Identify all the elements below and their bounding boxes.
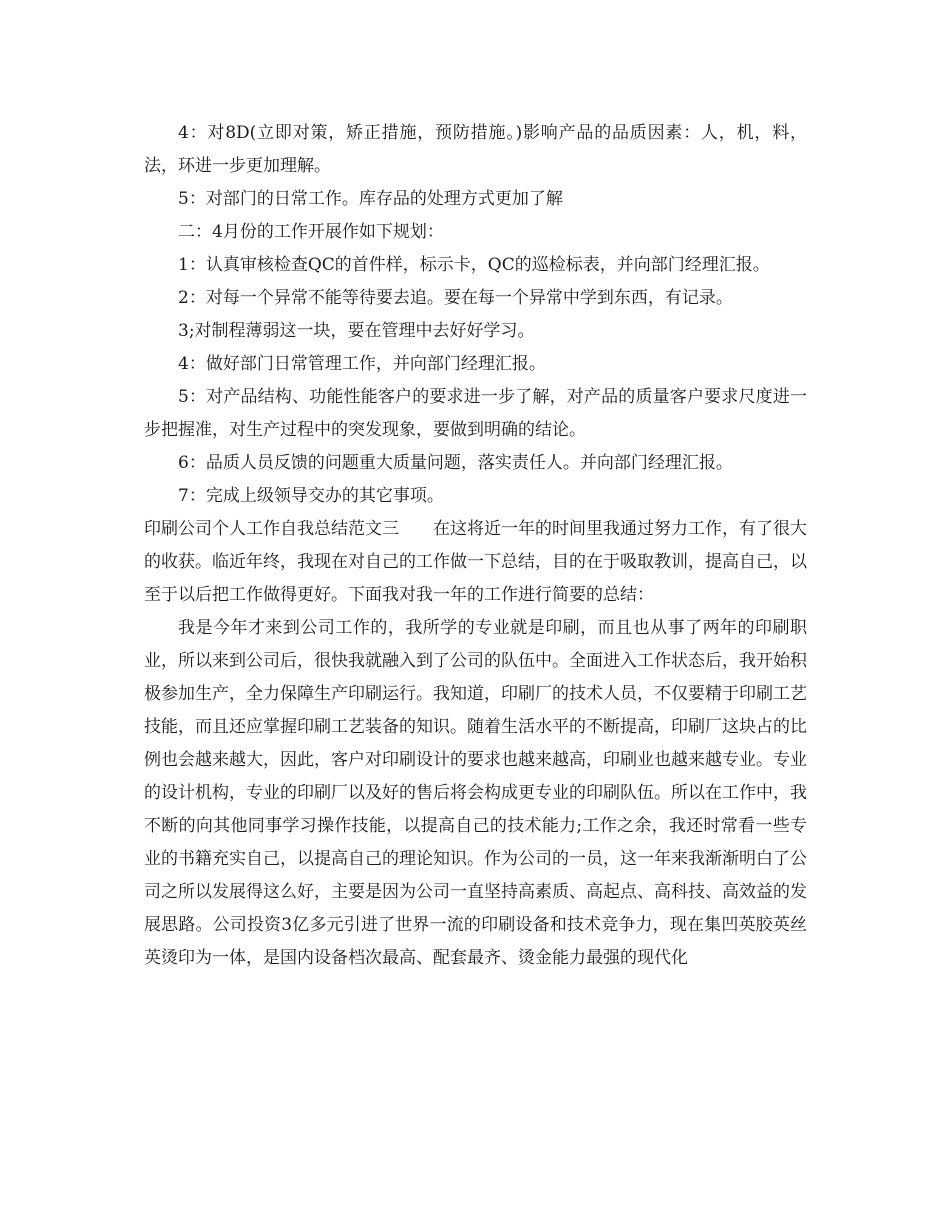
paragraph-item-5-daily-work: 5：对部门的日常工作。库存品的处理方式更加了解 — [178, 189, 563, 209]
plan-item-2: 2：对每一个异常不能等待要去追。要在每一个异常中学到东西，有记录。 — [178, 288, 733, 308]
plan-item-5: 5：对产品结构、功能性能客户的要求进一步了解，对产品的质量客户要求尺度进一步把握准，对生产过程中的突发现象，要做到明确的结论。 — [144, 387, 807, 440]
plan-item-7: 7：完成上级领导交办的其它事项。 — [178, 486, 444, 506]
plan-item-3: 3;对制程薄弱这一块，要在管理中去好好学习。 — [178, 321, 535, 341]
essay-three-intro-paragraph: 印刷公司个人工作自我总结范文三 在这将近一年的时间里我通过努力工作，有了很大的收获。临近年终，我现在对自己的工作做一下总结，目的在于吸取教训，提高自己，以至于以后把工作做得更好。下面我对我一年的工作进行简要的总结： — [144, 519, 807, 605]
plan-item-1: 1：认真审核检查QC的首件样，标示卡，QC的巡检标表，并向部门经理汇报。 — [178, 255, 770, 275]
essay-three-body-paragraph: 我是今年才来到公司工作的，我所学的专业就是印刷，而且也从事了两年的印刷职业，所以来到公司后，很快我就融入到了公司的队伍中。全面进入工作状态后，我开始积极参加生产，全力保障生产印刷运行。我知道，印刷厂的技术人员，不仅要精于印刷工艺技能，而且还应掌握印刷工艺装备的知识。随着生活水平的不断提高，印刷厂这块占的比例也会越来越大，因此，客户对印刷设计的要求也越来越高，印刷业也越来越专业。专业的设计机构，专业的印刷厂以及好的售后将会构成更专业的印刷队伍。所以在工作中，我不断的向其他同事学习操作技能，以提高自己的技术能力;工作之余，我还时常看一些专业的书籍充实自己，以提高自己的理论知识。作为公司的一员，这一年来我渐渐明白了公司之所以发展得这么好，主要是因为公司一直坚持高素质、高起点、高科技、高效益的发展思路。公司投资3亿多元引进了世界一流的印刷设备和技术竞争力，现在集凹英胶英丝英烫印为一体，是国内设备档次最高、配套最齐、烫金能力最强的现代化 — [144, 618, 807, 968]
plan-item-4: 4：做好部门日常管理工作，并向部门经理汇报。 — [178, 354, 546, 374]
paragraph-item-4-8d: 4：对8D(立即对策，矫正措施，预防措施。)影响产品的品质因素：人，机，料，法，环进一步更加理解。 — [144, 123, 807, 176]
plan-item-6: 6：品质人员反馈的问题重大质量问题，落实责任人。并向部门经理汇报。 — [178, 453, 733, 473]
section-heading-april-plan: 二：4月份的工作开展作如下规划： — [178, 222, 444, 242]
document-body — [144, 117, 807, 975]
